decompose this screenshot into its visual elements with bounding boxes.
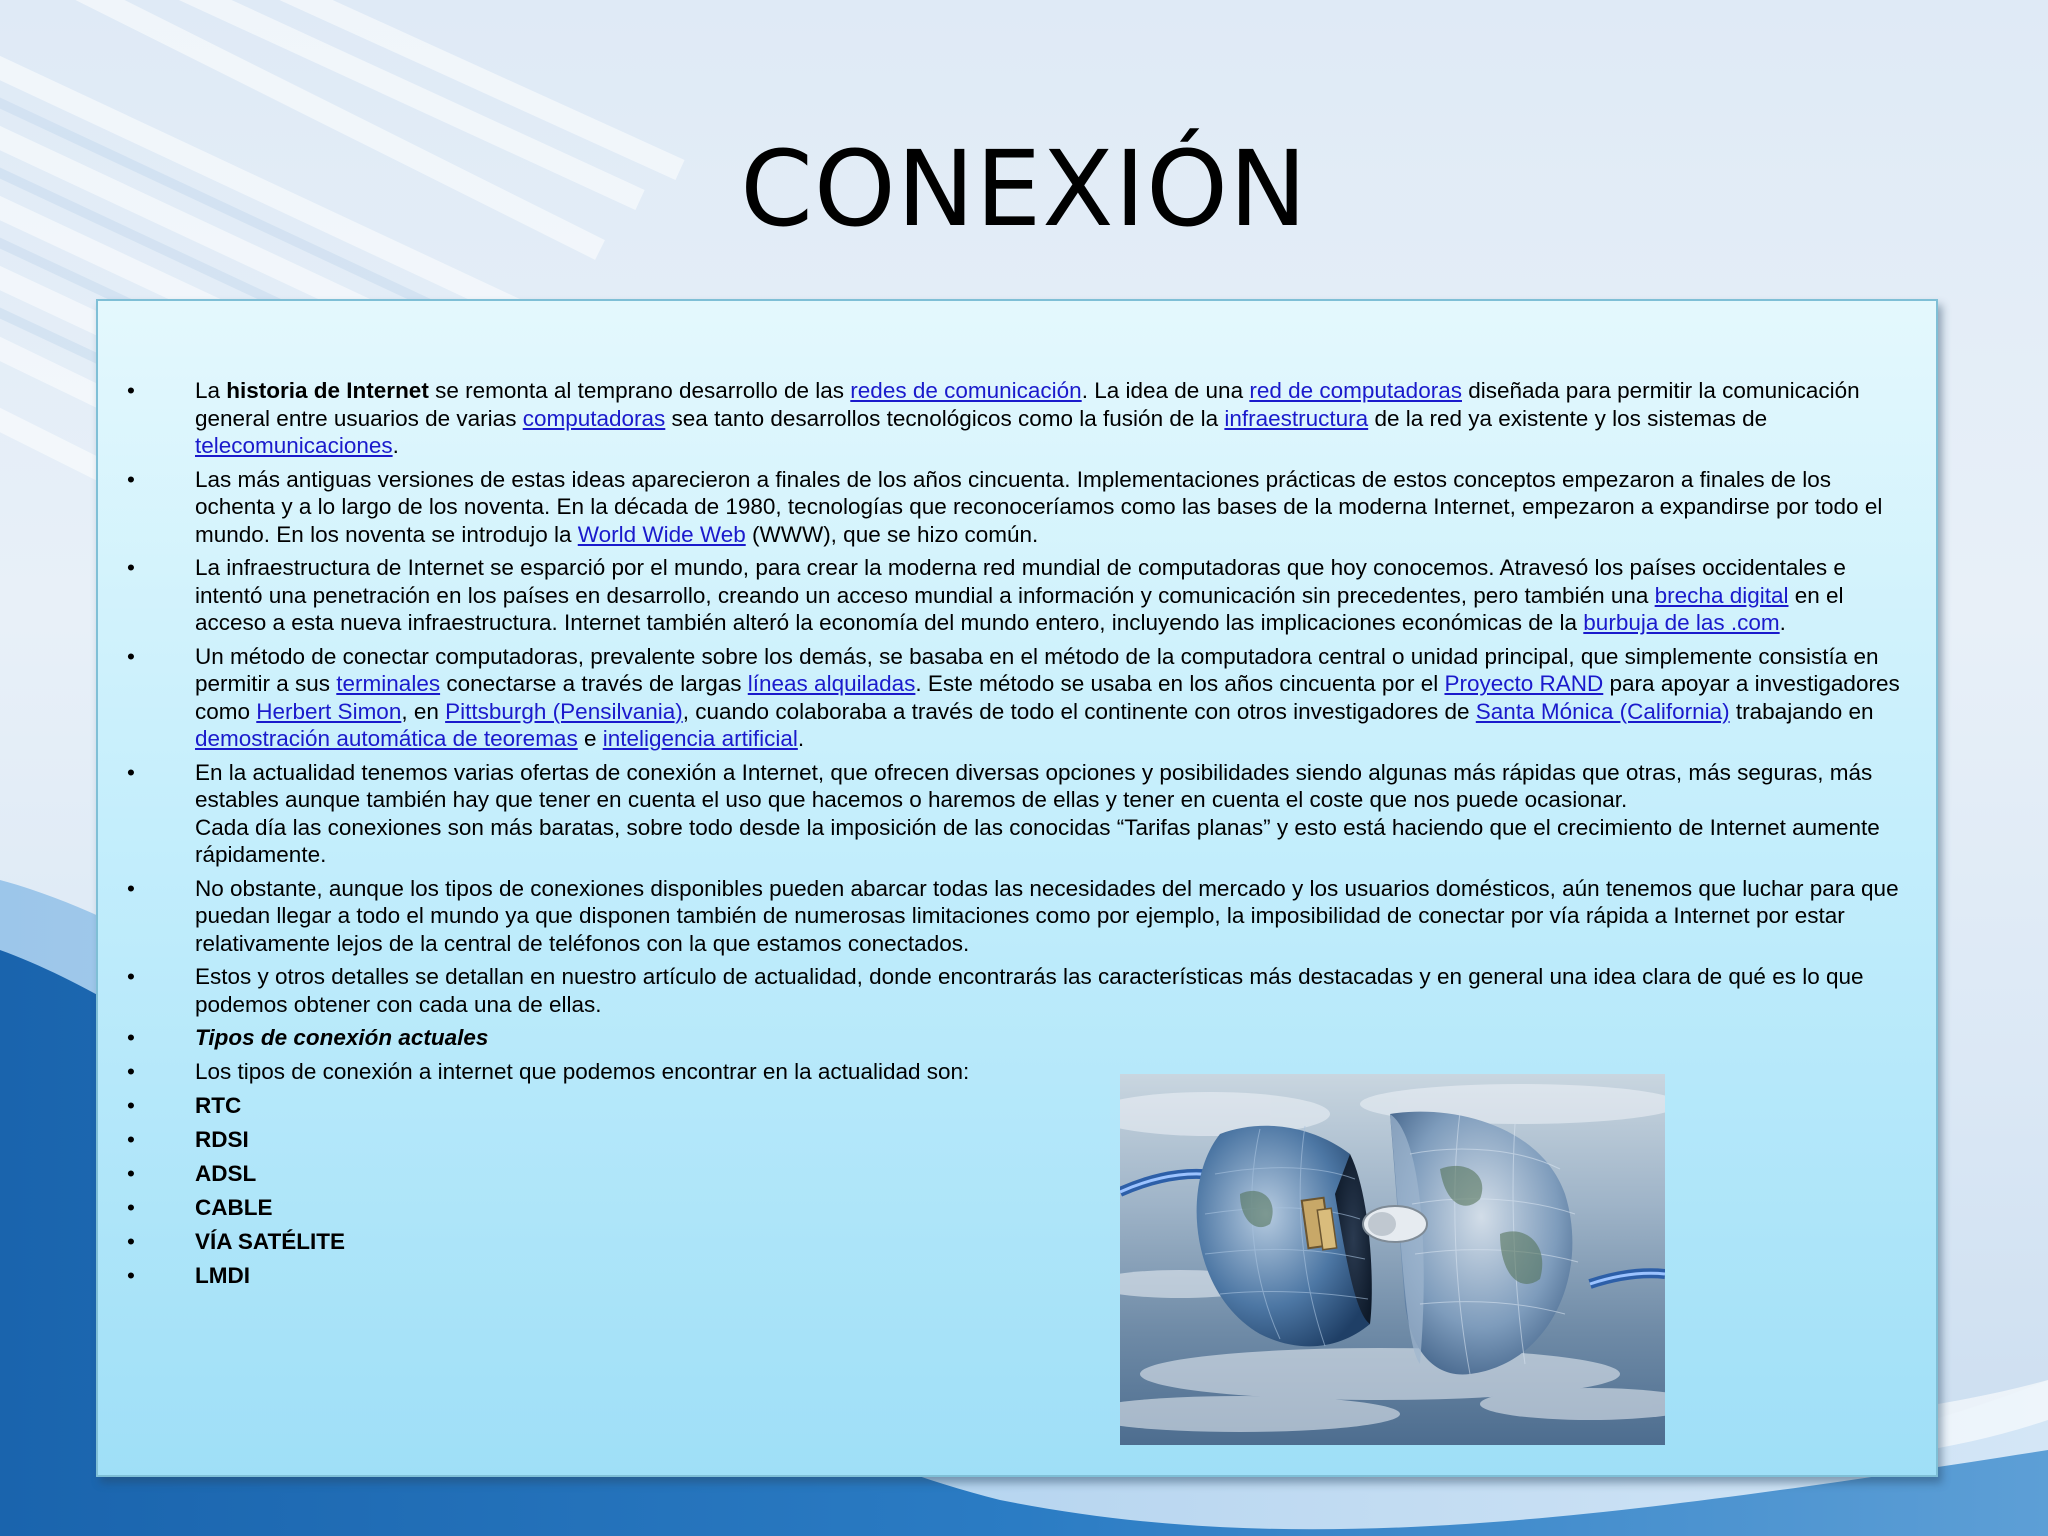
list-item — [98, 1024, 1938, 1052]
split-globe-plug-icon — [1120, 1074, 1665, 1445]
subheading: Tipos de conexión actuales — [195, 1025, 489, 1050]
link-demostracion-teoremas[interactable]: demostración automática de teoremas — [195, 726, 578, 751]
connection-type-item: • VÍA SATÉLITE — [98, 1228, 1938, 1256]
link-burbuja-punto-com[interactable]: burbuja de las .com — [1583, 610, 1780, 635]
bullet-icon: • — [127, 1161, 135, 1186]
link-herbert-simon[interactable]: Herbert Simon — [256, 698, 402, 724]
bullet-icon: • — [127, 378, 135, 403]
link-brecha-digital[interactable]: brecha digital — [1654, 582, 1789, 608]
link-infraestructura[interactable]: infraestructura — [1224, 405, 1369, 431]
link-red-de-computadoras[interactable]: red de computadoras — [1249, 378, 1462, 403]
link-redes-de-comunicacion[interactable]: redes de comunicación — [850, 378, 1082, 403]
connection-type-item: • RDSI — [98, 1126, 1938, 1154]
connection-type-item: • CABLE — [98, 1194, 1938, 1222]
split-globe-plug-image — [1120, 1074, 1665, 1445]
list-item: • Las más antiguas versiones de estas ideas aparecieron a finales de los años cincuenta. Implementaciones prácticas de estos conceptos empezaron a finales de los ochenta y a lo largo de los noventa. En la década de 1980, tecnologías que reconoceríamos como las bases de la moderna Internet, empezaron a expandirse por todo el mundo. En los noventa se introdujo la World Wide Web (WWW), que se hizo común. — [98, 466, 1938, 549]
list-item: • Los tipos de conexión a internet que podemos encontrar en la actualidad son: — [98, 1058, 1938, 1086]
connection-type-item: • LMDI — [98, 1262, 1938, 1290]
connection-type-item: • RTC — [98, 1092, 1938, 1120]
bullet-icon: • — [127, 1195, 135, 1220]
list-item: • La historia de Internet se remonta al temprano desarrollo de las redes de comunicación. La idea de una red de computadoras diseñada para permitir la comunicación general entre usuarios de varias computadoras sea tanto desarrollos tecnológicos como la fusión de la infraestructura de la red ya existente y los sistemas de telecomunicaciones. — [98, 377, 1938, 460]
bullet-icon: • — [127, 759, 135, 785]
bullet-icon: • — [127, 1229, 135, 1254]
link-computadoras[interactable]: computadoras — [522, 405, 666, 431]
slide-title: CONEXIÓN — [740, 128, 1308, 250]
list-item: • La infraestructura de Internet se esparció por el mundo, para crear la moderna red mundial de computadoras que hoy conocemos. Atravesó los países occidentales e intentó una penetración en los países en desarrollo, creando un acceso mundial a información y comunicación sin precedentes, pero también una brecha digital en el acceso a esta nueva infraestructura. Internet también alteró la economía del mundo entero, incluyendo las implicaciones económicas de la burbuja de las .com. — [98, 554, 1938, 637]
link-santa-monica[interactable]: Santa Mónica (California) — [1475, 698, 1730, 724]
bullet-icon: • — [127, 1093, 135, 1118]
link-world-wide-web[interactable]: World Wide Web — [577, 521, 746, 547]
link-pittsburgh[interactable]: Pittsburgh (Pensilvania) — [445, 698, 683, 724]
list-item: • Un método de conectar computadoras, prevalente sobre los demás, se basaba en el método de la computadora central o unidad principal, que simplemente consistía en permitir a sus terminales conectarse a través de largas líneas alquiladas. Este método se usaba en los años cincuenta por el Proyecto RAND para apoyar a investigadores como Herbert Simon, en Pittsburgh (Pensilvania), cuando colaboraba a través de todo el continente con otros investigadores de Santa Mónica (California) trabajando en demostración automática de teoremas e inteligencia artificial. — [98, 643, 1938, 753]
bullet-icon: • — [127, 875, 135, 901]
bullet-icon: • — [127, 466, 135, 492]
bold-term: historia de Internet — [226, 378, 429, 403]
link-terminales[interactable]: terminales — [336, 671, 441, 696]
bullet-icon: • — [127, 555, 135, 580]
list-item: • En la actualidad tenemos varias ofertas de conexión a Internet, que ofrecen diversas opciones y posibilidades siendo algunas más rápidas que otras, más seguras, más estables aunque también hay que tener en cuenta el uso que hacemos o haremos de ellas y tener en cuenta el coste que nos puede ocasionar. Cada día las conexiones son más baratas, sobre todo desde la imposición de las conocidas “Tarifas planas” y esto está haciendo que el crecimiento de Internet aumente rápidamente. — [98, 759, 1938, 869]
bullet-icon: • — [127, 1263, 135, 1288]
list-item: • No obstante, aunque los tipos de conexiones disponibles pueden abarcar todas las necesidades del mercado y los usuarios domésticos, aún tenemos que luchar para que puedan llegar a todo el mundo ya que disponen también de numerosas limitaciones como por ejemplo, la imposibilidad de conectar por vía rápida a Internet por estar relativamente lejos de la central de teléfonos con la que estamos conectados. — [98, 875, 1938, 958]
bullet-icon: • — [127, 964, 135, 989]
list-item: • Estos y otros detalles se detallan en nuestro artículo de actualidad, donde encontrarás las características más destacadas y en general una idea clara de qué es lo que podemos obtener con cada una de ellas. — [98, 963, 1938, 1018]
link-telecomunicaciones[interactable]: telecomunicaciones — [195, 433, 393, 458]
bullet-icon: • — [127, 643, 135, 669]
connection-type-item: • ADSL — [98, 1160, 1938, 1188]
link-proyecto-rand[interactable]: Proyecto RAND — [1444, 671, 1604, 696]
bullet-icon: • — [127, 1025, 135, 1050]
link-inteligencia-artificial[interactable]: inteligencia artificial — [602, 726, 798, 751]
link-lineas-alquiladas[interactable]: líneas alquiladas — [747, 671, 916, 696]
bullet-icon: • — [127, 1127, 135, 1152]
bullet-icon: • — [127, 1059, 135, 1084]
